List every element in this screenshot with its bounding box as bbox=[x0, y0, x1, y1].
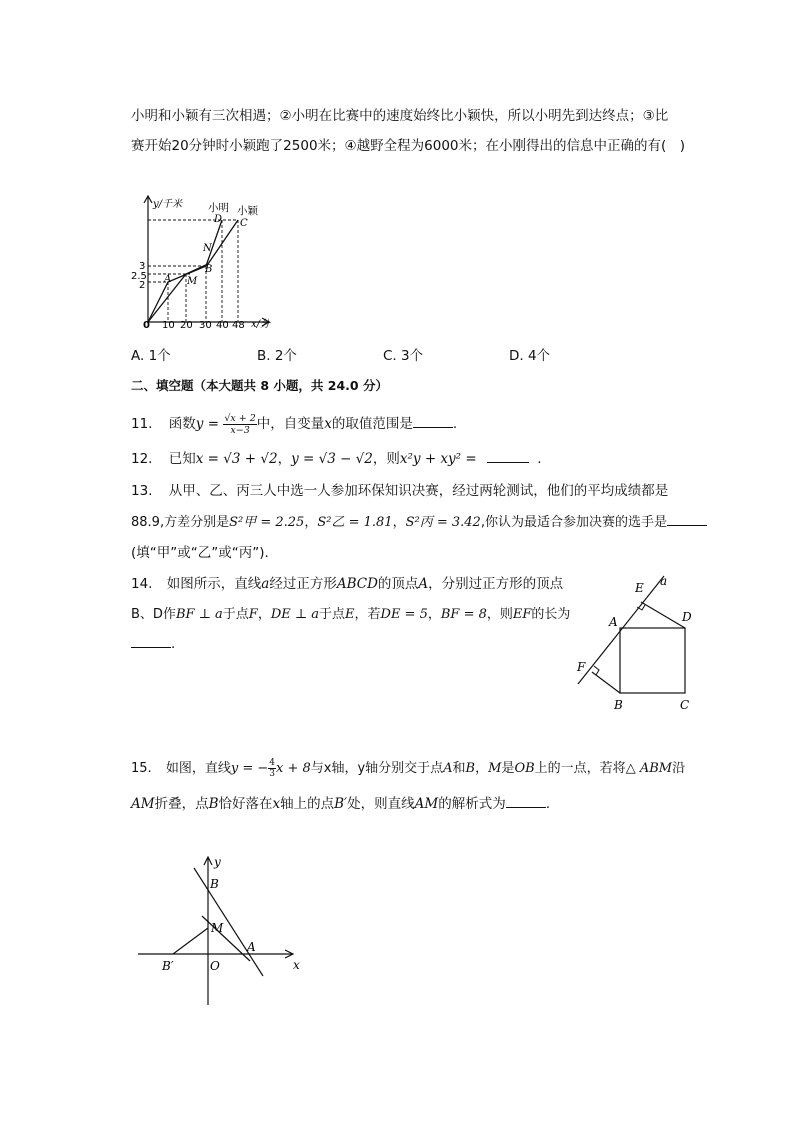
q14-line2: B、D作BF ⊥ a于点F，DE ⊥ a于点E，若DE = 5，BF = 8，则EF的长为 bbox=[131, 607, 571, 622]
fig14-label-E: E bbox=[635, 581, 644, 595]
q11-number: 11. bbox=[131, 416, 153, 432]
fig15-label-M: M bbox=[211, 921, 224, 935]
q15-number: 15. bbox=[131, 761, 152, 776]
q13-line3: (填“甲”或“乙”或“丙”). bbox=[131, 545, 269, 561]
option-a: A. 1个 bbox=[131, 348, 171, 364]
section-heading: 二、填空题（本大题共 8 小题，共 24.0 分） bbox=[131, 378, 388, 393]
q14-line3: . bbox=[131, 635, 175, 652]
q13-line2: 88.9,方差分别是S²甲 = 2.25，S²乙 = 1.81，S²丙 = 3.42,你认为最适合参加决赛的选手是 bbox=[131, 511, 707, 530]
graph-ytick-3: 3 bbox=[139, 261, 146, 272]
point-A: A bbox=[164, 274, 172, 285]
fig14-label-C: C bbox=[680, 698, 690, 712]
q15-line2: AM折叠，点B恰好落在x轴上的点B′处，则直线AM的解析式为 . bbox=[131, 796, 550, 812]
graph-xtick-48: 48 bbox=[232, 320, 245, 331]
q13-line1: 13. 从甲、乙、丙三人中选一人参加环保知识决赛，经过两轮测试，他们的平均成绩都是 bbox=[131, 483, 669, 499]
q13-number: 13. bbox=[131, 483, 153, 499]
graph-xtick-30: 30 bbox=[199, 320, 212, 331]
point-C: C bbox=[240, 218, 248, 229]
fig14-label-D: D bbox=[682, 610, 692, 624]
graph-series-label-xiaoming: 小明 bbox=[208, 202, 229, 214]
graph-ytick-2-5: 2.5 bbox=[131, 271, 147, 282]
fig14-label-a: a bbox=[660, 574, 668, 588]
q15-line1: 15. 如图，直线y = − $\frac{4}{3}$ x + 8与x轴，y轴分别交于点A和B，M是OB上的一点，若将△ ABM沿 bbox=[131, 758, 686, 779]
q10-line2: 赛开始20分钟时小颖跑了2500米；④越野全程为6000米；在小刚得出的信息中正确的有( ) bbox=[131, 138, 686, 154]
q12-number: 12. bbox=[131, 451, 153, 467]
graph-origin: 0 bbox=[143, 320, 150, 331]
option-d: D. 4个 bbox=[509, 348, 551, 364]
graph-xtick-40: 40 bbox=[216, 320, 229, 331]
q14-line1: 14. 如图所示，直线a经过正方形ABCD的顶点A，分别过正方形的顶点 bbox=[131, 576, 564, 592]
option-b: B. 2个 bbox=[257, 348, 297, 364]
graph-series-label-xiaoying: 小颖 bbox=[237, 205, 258, 217]
fig14-label-A: A bbox=[609, 615, 618, 629]
option-c: C. 3个 bbox=[383, 348, 424, 364]
graph-xtick-10: 10 bbox=[162, 320, 175, 331]
q12: 12. 已知x = √3 + √2，y = √3 − √2，则x²y + xy² = . bbox=[131, 451, 542, 467]
graph-xlabel: x/分 bbox=[251, 319, 271, 330]
fig15-label-y: y bbox=[214, 855, 221, 869]
point-N: N bbox=[203, 243, 212, 254]
point-B: B bbox=[205, 264, 213, 275]
fig14-label-F: F bbox=[577, 660, 586, 674]
q15-fraction: $\frac{4}{3}$ bbox=[269, 758, 275, 779]
fig15-label-A: A bbox=[247, 940, 256, 954]
fig15-line-bprime-m bbox=[173, 928, 208, 954]
fig15-label-Bprime: B′ bbox=[162, 959, 174, 973]
fig15-label-O: O bbox=[210, 959, 220, 973]
point-M: M bbox=[187, 276, 198, 287]
fig15-label-x: x bbox=[293, 958, 300, 972]
fig15-line-ab bbox=[194, 868, 263, 976]
q14-number: 14. bbox=[131, 576, 153, 592]
graph-ytick-2: 2 bbox=[139, 280, 146, 291]
graph-ylabel: y/千米 bbox=[153, 199, 183, 210]
fig14-label-B: B bbox=[614, 698, 623, 712]
q11-fraction: $\frac{√x + 2}{x-3}$ bbox=[224, 412, 256, 436]
q10-line1: 小明和小颖有三次相遇；②小明在比赛中的速度始终比小颖快，所以小明先到达终点；③比 bbox=[131, 108, 669, 124]
fig15-label-B: B bbox=[210, 877, 219, 891]
q11: 11. 函数y = $\frac{√x + 2}{x-3}$ 中，自变量x的取值范围是 . bbox=[131, 412, 458, 436]
graph-xtick-20: 20 bbox=[180, 320, 193, 331]
point-D: D bbox=[214, 214, 223, 225]
